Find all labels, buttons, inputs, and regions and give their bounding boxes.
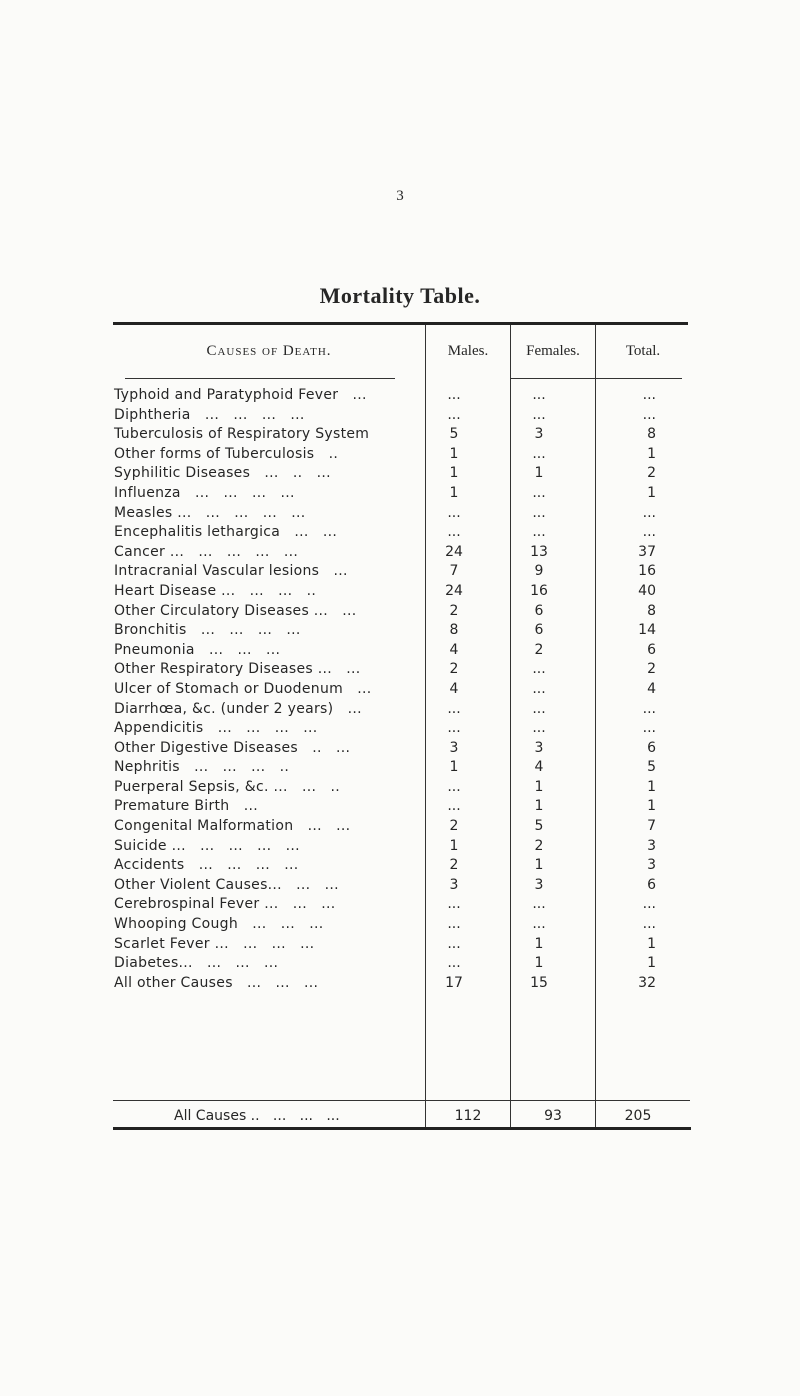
table-row	[0, 582, 800, 602]
table-row	[0, 974, 800, 994]
total-cell: 8	[647, 426, 656, 443]
males-cell: ...	[447, 916, 461, 933]
total-cell: 4	[647, 680, 656, 697]
total-cell: 8	[647, 602, 656, 619]
table-row	[0, 484, 800, 504]
total-cell: 40	[638, 582, 656, 599]
males-cell: 2	[449, 818, 459, 835]
males-cell: 17	[445, 974, 463, 991]
table-row	[0, 915, 800, 935]
males-cell: ...	[447, 406, 461, 423]
table-row	[0, 837, 800, 857]
females-cell: 1	[534, 778, 544, 795]
table-row	[0, 504, 800, 524]
females-cell: 3	[534, 739, 544, 756]
females-cell: ...	[532, 916, 546, 933]
females-cell: ...	[532, 720, 546, 737]
total-cell: 32	[638, 974, 656, 991]
total-label: All Causes .. ... ... ...	[174, 1108, 340, 1124]
total-cell: ...	[642, 896, 656, 913]
females-cell: 3	[534, 426, 544, 443]
males-cell: 4	[449, 641, 459, 658]
males-cell: 24	[445, 582, 463, 599]
table-row	[0, 700, 800, 720]
males-cell: 5	[449, 426, 459, 443]
header-rule	[511, 378, 595, 379]
table-row	[0, 445, 800, 465]
males-cell: ...	[447, 935, 461, 952]
cause-cell: Congenital Malformation ... ...	[114, 818, 351, 835]
males-cell: 7	[449, 563, 459, 580]
cause-cell: Measles ... ... ... ... ...	[114, 504, 306, 521]
females-cell: ...	[532, 387, 546, 403]
cause-cell: Other Respiratory Diseases ... ...	[114, 661, 361, 678]
males-cell: 3	[449, 876, 459, 893]
total-cell: ...	[642, 700, 656, 717]
cause-cell: Premature Birth ...	[114, 798, 258, 815]
cause-cell: Cancer ... ... ... ... ...	[114, 543, 299, 560]
males-cell: 2	[449, 661, 459, 678]
cause-cell: Cerebrospinal Fever ... ... ...	[114, 896, 336, 913]
cause-cell: Influenza ... ... ... ...	[114, 484, 295, 501]
column-header-females: Females.	[526, 343, 580, 359]
females-cell: ...	[532, 484, 546, 501]
total-cell: 2	[647, 465, 656, 482]
males-cell: ...	[447, 955, 461, 972]
cause-cell: Puerperal Sepsis, &c. ... ... ..	[114, 778, 340, 795]
table-row	[0, 543, 800, 563]
cause-cell: Encephalitis lethargica ... ...	[114, 524, 338, 541]
females-cell: ...	[532, 680, 546, 697]
cause-cell: Suicide ... ... ... ... ...	[114, 837, 300, 854]
males-cell: ...	[447, 720, 461, 737]
females-cell: 15	[530, 974, 548, 991]
cause-cell: Scarlet Fever ... ... ... ...	[114, 935, 315, 952]
total-cell: 5	[647, 759, 656, 776]
males-cell: 3	[449, 739, 459, 756]
females-cell: 6	[534, 622, 544, 639]
cause-cell: Whooping Cough ... ... ...	[114, 916, 324, 933]
cause-cell: Bronchitis ... ... ... ...	[114, 622, 301, 639]
females-cell: ...	[532, 700, 546, 717]
table-row	[0, 739, 800, 759]
males-cell: 1	[449, 484, 459, 501]
total-cell: 1	[647, 445, 656, 462]
cause-cell: Diphtheria ... ... ... ...	[114, 406, 305, 423]
males-cell: ...	[447, 778, 461, 795]
table-row	[0, 406, 800, 426]
header-rule	[596, 378, 682, 379]
total-rule	[113, 1100, 690, 1101]
cause-cell: Other Circulatory Diseases ... ...	[114, 602, 357, 619]
total-cell: ...	[642, 406, 656, 423]
table-row	[0, 641, 800, 661]
cause-cell: Nephritis ... ... ... ..	[114, 759, 290, 776]
males-cell: 8	[449, 622, 459, 639]
females-cell: 4	[534, 759, 544, 776]
females-cell: ...	[532, 504, 546, 521]
cause-cell: Pneumonia ... ... ...	[114, 641, 281, 658]
females-cell: 2	[534, 641, 544, 658]
females-cell: ...	[532, 524, 546, 541]
total-cell: 1	[647, 484, 656, 501]
column-header-cause: Causes of Death.	[206, 343, 332, 359]
cause-cell: All other Causes ... ... ...	[114, 974, 319, 991]
table-row	[0, 954, 800, 974]
females-cell: 3	[534, 876, 544, 893]
total-cell: 1	[647, 798, 656, 815]
males-cell: 1	[449, 759, 459, 776]
table-bottom-rule	[113, 1127, 691, 1130]
total-cell: 6	[647, 641, 656, 658]
total-cell: 6	[647, 876, 656, 893]
total-cell: 1	[647, 778, 656, 795]
total-cell: ...	[642, 524, 656, 541]
males-cell: 2	[449, 857, 459, 874]
females-cell: 2	[534, 837, 544, 854]
cause-cell: Other Violent Causes... ... ...	[114, 876, 339, 893]
total-cell: 37	[638, 543, 656, 560]
page-number: 3	[396, 188, 404, 204]
males-cell: 2	[449, 602, 459, 619]
females-cell: 16	[530, 582, 548, 599]
table-row	[0, 562, 800, 582]
females-cell: 9	[534, 563, 544, 580]
cause-cell: Tuberculosis of Respiratory System	[114, 426, 370, 443]
table-row	[0, 386, 800, 406]
table-row	[0, 719, 800, 739]
total-row	[0, 1106, 800, 1126]
table-row	[0, 758, 800, 778]
females-cell: ...	[532, 445, 546, 462]
table-row	[0, 935, 800, 955]
total-cell: 2	[647, 661, 656, 678]
table-row	[0, 778, 800, 798]
table-row	[0, 425, 800, 445]
males-cell: ...	[447, 798, 461, 815]
cause-cell: Diarrhœa, &c. (under 2 years) ...	[114, 700, 362, 717]
females-cell: ...	[532, 896, 546, 913]
males-cell: 4	[449, 680, 459, 697]
table-row	[0, 876, 800, 896]
males-cell: ...	[447, 524, 461, 541]
males-cell: 1	[449, 465, 459, 482]
total-total: 205	[624, 1108, 652, 1124]
total-cell: 3	[647, 837, 656, 854]
cause-cell: Heart Disease ... ... ... ..	[114, 582, 317, 599]
females-cell: 1	[534, 935, 544, 952]
page-title: Mortality Table.	[319, 283, 481, 308]
cause-cell: Intracranial Vascular lesions ...	[114, 563, 348, 580]
cause-cell: Accidents ... ... ... ...	[114, 857, 299, 874]
females-cell: 1	[534, 798, 544, 815]
males-cell: ...	[447, 387, 461, 403]
table-top-rule	[113, 322, 688, 325]
males-cell: 1	[449, 837, 459, 854]
table-row	[0, 621, 800, 641]
cause-cell: Other forms of Tuberculosis ..	[114, 445, 339, 462]
column-header-total: Total.	[625, 343, 661, 359]
females-cell: ...	[532, 406, 546, 423]
total-cell: ...	[642, 504, 656, 521]
total-cell: ...	[642, 720, 656, 737]
total-cell: ...	[642, 387, 656, 403]
cause-cell: Ulcer of Stomach or Duodenum ...	[114, 680, 372, 697]
table-row	[0, 602, 800, 622]
table-row	[0, 797, 800, 817]
females-cell: 1	[534, 955, 544, 972]
total-cell: 6	[647, 739, 656, 756]
females-cell: 1	[534, 465, 544, 482]
cause-cell: Other Digestive Diseases .. ...	[114, 739, 351, 756]
header-rule	[125, 378, 395, 379]
total-cell: 1	[647, 935, 656, 952]
table-row	[0, 856, 800, 876]
total-females: 93	[544, 1108, 562, 1124]
females-cell: 1	[534, 857, 544, 874]
table-row	[0, 895, 800, 915]
total-cell: 1	[647, 955, 656, 972]
males-cell: 1	[449, 445, 459, 462]
table-row	[0, 523, 800, 543]
males-cell: 24	[445, 543, 463, 560]
total-cell: 16	[638, 563, 656, 580]
table-row	[0, 680, 800, 700]
column-header-males: Males.	[447, 343, 489, 359]
females-cell: ...	[532, 661, 546, 678]
total-cell: ...	[642, 916, 656, 933]
females-cell: 6	[534, 602, 544, 619]
total-cell: 14	[638, 622, 656, 639]
cause-cell: Appendicitis ... ... ... ...	[114, 720, 318, 737]
cause-cell: Syphilitic Diseases ... .. ...	[114, 465, 331, 482]
table-row	[0, 660, 800, 680]
females-cell: 5	[534, 818, 544, 835]
table-body	[0, 386, 800, 993]
table-row	[0, 464, 800, 484]
table-row	[0, 817, 800, 837]
females-cell: 13	[530, 543, 548, 560]
total-males: 112	[454, 1108, 482, 1124]
cause-cell: Diabetes... ... ... ...	[114, 955, 279, 972]
males-cell: ...	[447, 896, 461, 913]
cause-cell: Typhoid and Paratyphoid Fever ...	[114, 387, 367, 403]
males-cell: ...	[447, 504, 461, 521]
total-cell: 3	[647, 857, 656, 874]
males-cell: ...	[447, 700, 461, 717]
total-cell: 7	[647, 818, 656, 835]
